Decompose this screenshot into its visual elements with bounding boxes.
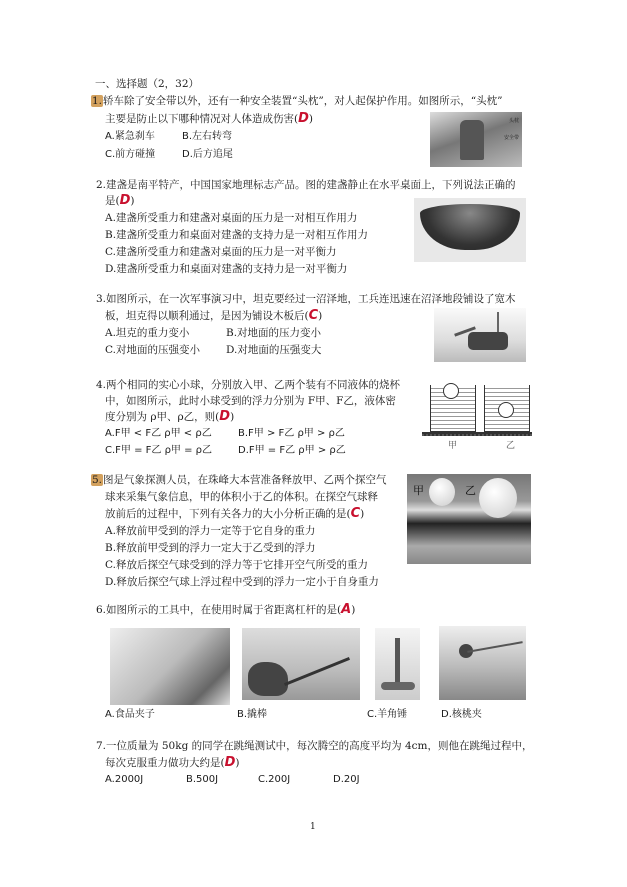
option-a: A.2000J (105, 774, 144, 785)
option-d: D.释放后探空气球上浮过程中受到的浮力一定小于自身重力 (105, 576, 379, 588)
option-a: A.紧急刹车 (105, 131, 155, 142)
option-c: C.羊角锤 (367, 709, 408, 720)
handwritten-answer: D (298, 111, 309, 126)
question-1-line-1: 1.轿车除了安全带以外，还有一种安全装置“头枕”，对人起保护作用。如图所示，“头枕” (92, 95, 503, 107)
nutcracker-image (439, 626, 526, 700)
option-b: B.F甲 > F乙 ρ甲 > ρ乙 (238, 428, 345, 439)
handwritten-answer: D (119, 193, 131, 208)
option-b: B.左右转弯 (182, 131, 233, 142)
claw-hammer-image (375, 628, 420, 700)
option-d: D.20J (333, 774, 360, 785)
question-4-line-1: 4.两个相同的实心小球，分别放入甲、乙两个装有不同液体的烧杯 (96, 379, 401, 391)
option-b: B.撬棒 (237, 709, 268, 720)
option-a: A.释放前甲受到的浮力一定等于它自身的重力 (105, 525, 316, 537)
question-7-line-2: 每次克服重力做功大约是(D) (105, 755, 240, 770)
question-number-highlight: 1. (92, 95, 103, 107)
question-5-line-2: 球来采集气象信息，甲的体积小于乙的体积。在探空气球释 (105, 491, 378, 503)
question-3-line-1: 3.如图所示，在一次军事演习中，坦克要经过一沼泽地，工兵连迅速在沼泽地段铺设了宽木 (96, 293, 516, 305)
option-d: D.F甲 = F乙 ρ甲 > ρ乙 (238, 445, 346, 456)
question-2-line-2: 是(D) (105, 193, 135, 208)
question-number-highlight: 5. (92, 474, 103, 486)
option-d: D.核桃夹 (441, 709, 482, 720)
crowbar-image (242, 628, 360, 700)
question-4-line-3: 度分别为 ρ甲、ρ乙，则(D) (105, 409, 235, 424)
option-d: D.建盏所受重力和桌面对建盏的支持力是一对平衡力 (105, 263, 348, 275)
option-c: C.F甲 = F乙 ρ甲 = ρ乙 (105, 445, 213, 456)
question-5-line-3: 放前后的过程中，下列有关各力的大小分析正确的是(C) (105, 506, 365, 521)
option-c: C.前方碰撞 (105, 149, 156, 160)
handwritten-answer: D (219, 409, 231, 424)
option-a: A.建盏所受重力和建盏对桌面的压力是一对相互作用力 (105, 212, 358, 224)
handwritten-answer: D (224, 755, 236, 770)
handwritten-answer: C (350, 506, 361, 521)
question-4-line-2: 中，如图所示，此时小球受到的浮力分别为 F甲、F乙，液体密 (105, 395, 396, 407)
tank-image (434, 308, 526, 362)
question-3-line-2: 板，坦克得以顺利通过，是因为铺设木板后(C) (105, 308, 323, 323)
option-a: A.食品夹子 (105, 709, 155, 720)
beakers-diagram: 甲 乙 (420, 380, 530, 452)
question-5-line-1: 5.图是气象探测人员，在珠峰大本营准备释放甲、乙两个探空气 (92, 474, 387, 486)
option-d: D.后方追尾 (182, 149, 233, 160)
food-tongs-image (110, 628, 230, 705)
option-b: B.对地面的压力变小 (226, 327, 322, 339)
option-a: A.坦克的重力变小 (105, 327, 190, 339)
handwritten-answer: C (308, 308, 319, 323)
option-d: D.对地面的压强变大 (226, 344, 322, 356)
option-c: C.建盏所受重力和建盏对桌面的压力是一对平衡力 (105, 246, 337, 258)
tea-bowl-image (414, 198, 526, 262)
car-seat-image: 头枕 安全带 (430, 112, 522, 167)
option-c: C.对地面的压强变小 (105, 344, 200, 356)
question-1-line-2: 主要是防止以下哪种情况对人体造成伤害(D) (105, 111, 314, 126)
option-b: B.500J (186, 774, 219, 785)
question-2-line-1: 2.建盏是南平特产，中国国家地理标志产品。图的建盏静止在水平桌面上，下列说法正确的 (96, 179, 516, 191)
option-c: C.200J (258, 774, 291, 785)
option-c: C.释放后探空气球受到的浮力等于它排开空气所受的重力 (105, 559, 368, 571)
weather-balloons-image: 甲 乙 (407, 474, 531, 564)
option-b: B.建盏所受重力和桌面对建盏的支持力是一对相互作用力 (105, 229, 369, 241)
question-7-line-1: 7.一位质量为 50kg 的同学在跳绳测试中，每次腾空的高度平均为 4cm，则他在跳绳过程中， (96, 740, 533, 752)
section-title: 一、选择题（2，32） (95, 78, 200, 90)
option-a: A.F甲 < F乙 ρ甲 < ρ乙 (105, 428, 212, 439)
option-b: B.释放前甲受到的浮力一定大于乙受到的浮力 (105, 542, 316, 554)
handwritten-answer: A (341, 602, 352, 617)
question-6-line-1: 6.如图所示的工具中，在使用时属于省距离杠杆的是(A) (96, 602, 356, 617)
page-number: 1 (310, 822, 316, 832)
